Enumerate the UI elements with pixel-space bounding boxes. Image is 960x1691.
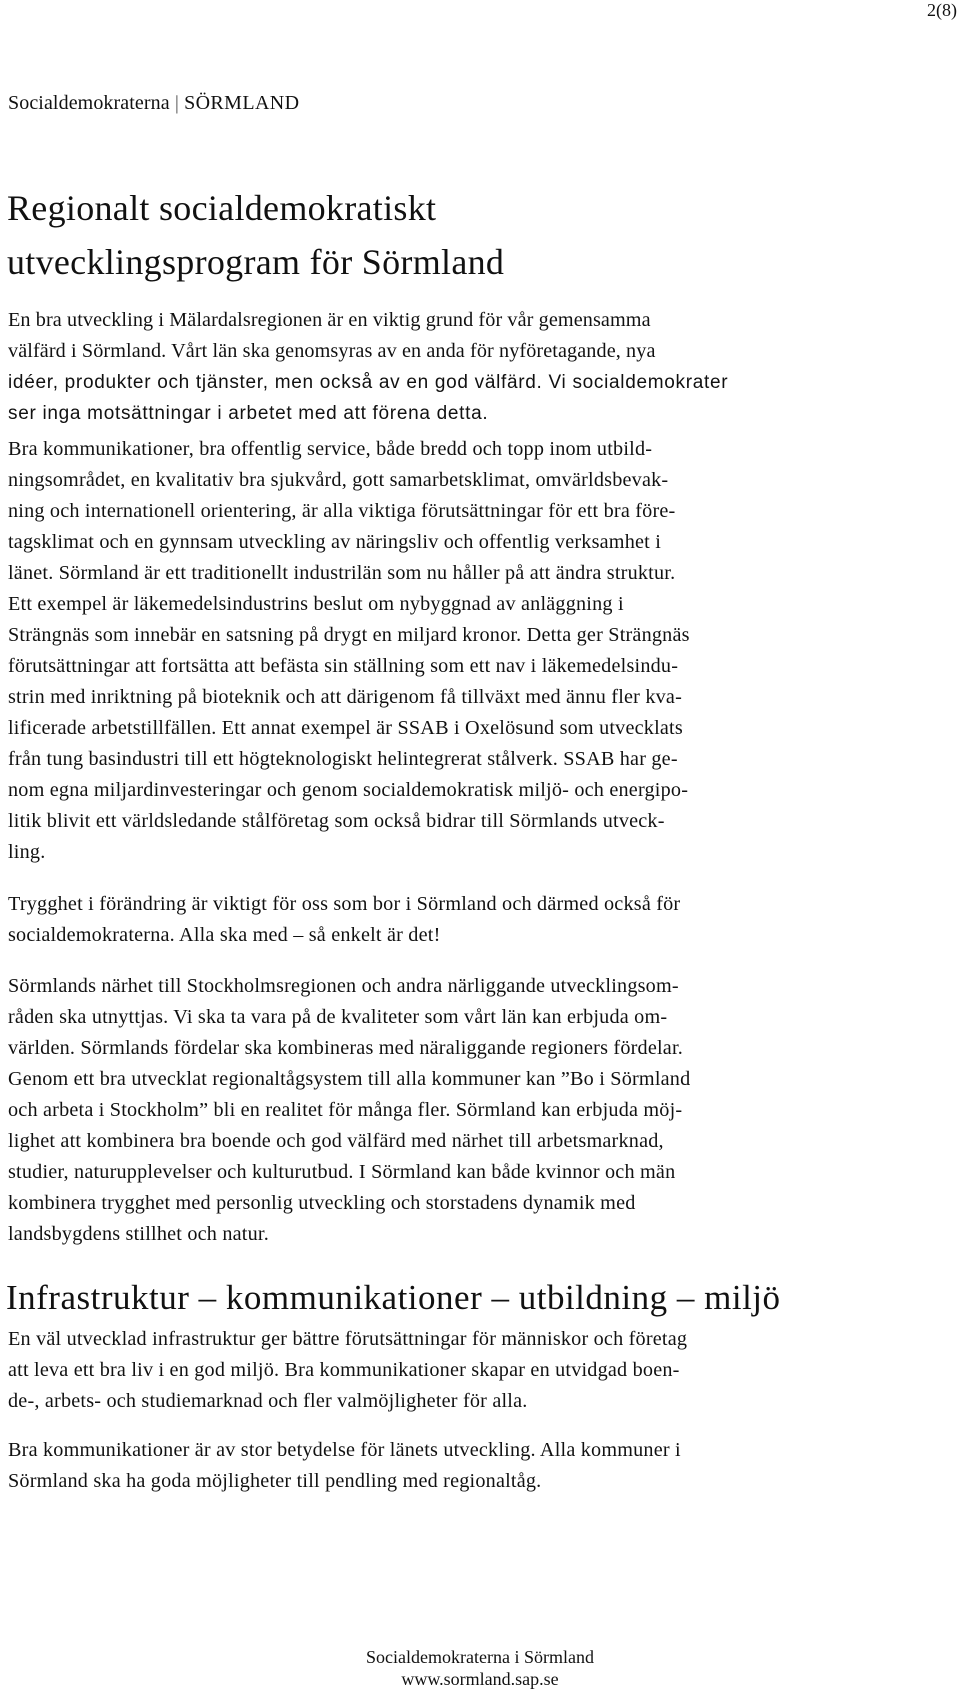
body-paragraph bbox=[8, 1435, 933, 1497]
text-line: En väl utvecklad infrastruktur ger bättre förutsättningar för människor och företag bbox=[8, 1328, 688, 1350]
document-title bbox=[7, 181, 907, 289]
header-region: SÖRMLAND bbox=[184, 92, 300, 114]
text-line: strin med inriktning på bioteknik och att därigenom få tillväxt med ännu fler kva- bbox=[8, 686, 683, 708]
text-line: kombinera trygghet med personlig utveckling och storstadens dynamik med bbox=[8, 1192, 636, 1214]
text-line: råden ska utnyttjas. Vi ska ta vara på de kvaliteter som vårt län kan erbjuda om- bbox=[8, 1006, 668, 1028]
text-line: Bra kommunikationer är av stor betydelse för länets utveckling. Alla kommuner i bbox=[8, 1439, 681, 1461]
section-heading: Infrastruktur – kommunikationer – utbildning – miljö bbox=[6, 1278, 781, 1317]
body-paragraph bbox=[8, 971, 933, 1250]
body-paragraph bbox=[8, 889, 933, 951]
text-line: nom egna miljardinvesteringar och genom socialdemokratisk miljö- och energipo- bbox=[8, 779, 689, 801]
text-line: Sörmland ska ha goda möjligheter till pendling med regionaltåg. bbox=[8, 1470, 542, 1492]
header-brand bbox=[8, 92, 300, 115]
body-paragraph bbox=[8, 434, 933, 868]
text-line: de-, arbets- och studiemarknad och fler valmöjligheter för alla. bbox=[8, 1390, 528, 1412]
footer-url: www.sormland.sap.se bbox=[401, 1669, 559, 1689]
body-paragraph bbox=[8, 1324, 933, 1417]
text-line: tagsklimat och en gynnsam utveckling av näringsliv och offentlig verksamhet i bbox=[8, 531, 662, 553]
text-line: socialdemokraterna. Alla ska med – så enkelt är det! bbox=[8, 924, 441, 946]
text-line: lighet att kombinera bra boende och god välfärd med närhet till arbetsmarknad, bbox=[8, 1130, 664, 1152]
title-line-2: utvecklingsprogram för Sörmland bbox=[7, 242, 505, 282]
text-line: Trygghet i förändring är viktigt för oss som bor i Sörmland och därmed också för bbox=[8, 893, 681, 915]
text-line: förutsättningar att fortsätta att befästa sin ställning som ett nav i läkemedelsindu- bbox=[8, 655, 679, 677]
text-line: Genom ett bra utvecklat regionaltågsystem till alla kommuner kan ”Bo i Sörmland bbox=[8, 1068, 691, 1090]
text-line: Strängnäs som innebär en satsning på drygt en miljard kronor. Detta ger Strängnäs bbox=[8, 624, 690, 646]
text-line: landsbygdens stillhet och natur. bbox=[8, 1223, 269, 1245]
intro-line: välfärd i Sörmland. Vårt län ska genomsyras av en anda för nyföretagande, nya bbox=[8, 340, 656, 362]
text-line: ling. bbox=[8, 841, 46, 863]
text-line: att leva ett bra liv i en god miljö. Bra kommunikationer skapar en utvidgad boen- bbox=[8, 1359, 680, 1381]
text-line: och arbeta i Stockholm” bli en realitet för många fler. Sörmland kan erbjuda möj- bbox=[8, 1099, 683, 1121]
text-line: Ett exempel är läkemedelsindustrins beslut om nybyggnad av anläggning i bbox=[8, 593, 624, 615]
footer-org: Socialdemokraterna i Sörmland bbox=[366, 1647, 594, 1667]
title-line-1: Regionalt socialdemokratiskt bbox=[7, 188, 437, 228]
text-line: Bra kommunikationer, bra offentlig service, både bredd och topp inom utbild- bbox=[8, 438, 653, 460]
text-line: ning och internationell orientering, är alla viktiga förutsättningar för ett bra före- bbox=[8, 500, 676, 522]
text-line: länet. Sörmland är ett traditionellt industrilän som nu håller på att ändra struktur. bbox=[8, 562, 676, 584]
text-line: världen. Sörmlands fördelar ska kombineras med näraliggande regioners fördelar. bbox=[8, 1037, 684, 1059]
intro-emphasis-line: idéer, produkter och tjänster, men också av en god välfärd. Vi socialdemokrater bbox=[8, 372, 729, 393]
intro-paragraph bbox=[8, 305, 908, 429]
text-line: lificerade arbetstillfällen. Ett annat exempel är SSAB i Oxelösund som utvecklats bbox=[8, 717, 683, 739]
intro-emphasis-line: ser inga motsättningar i arbetet med att förena detta. bbox=[8, 403, 489, 424]
header-org: Socialdemokraterna bbox=[8, 92, 170, 114]
text-line: studier, naturupplevelser och kulturutbud. I Sörmland kan både kvinnor och män bbox=[8, 1161, 676, 1183]
intro-line: En bra utveckling i Mälardalsregionen är en viktig grund för vår gemensamma bbox=[8, 309, 651, 331]
header-separator: | bbox=[174, 92, 179, 114]
text-line: litik blivit ett världsledande stålföretag som också bidrar till Sörmlands utveck- bbox=[8, 810, 665, 832]
text-line: från tung basindustri till ett högteknologiskt helintegrerat stålverk. SSAB har ge- bbox=[8, 748, 678, 770]
text-line: Sörmlands närhet till Stockholmsregionen och andra närliggande utvecklingsom- bbox=[8, 975, 679, 997]
page-number: 2(8) bbox=[927, 0, 957, 20]
text-line: ningsområdet, en kvalitativ bra sjukvård, gott samarbetsklimat, omvärldsbevak- bbox=[8, 469, 669, 491]
